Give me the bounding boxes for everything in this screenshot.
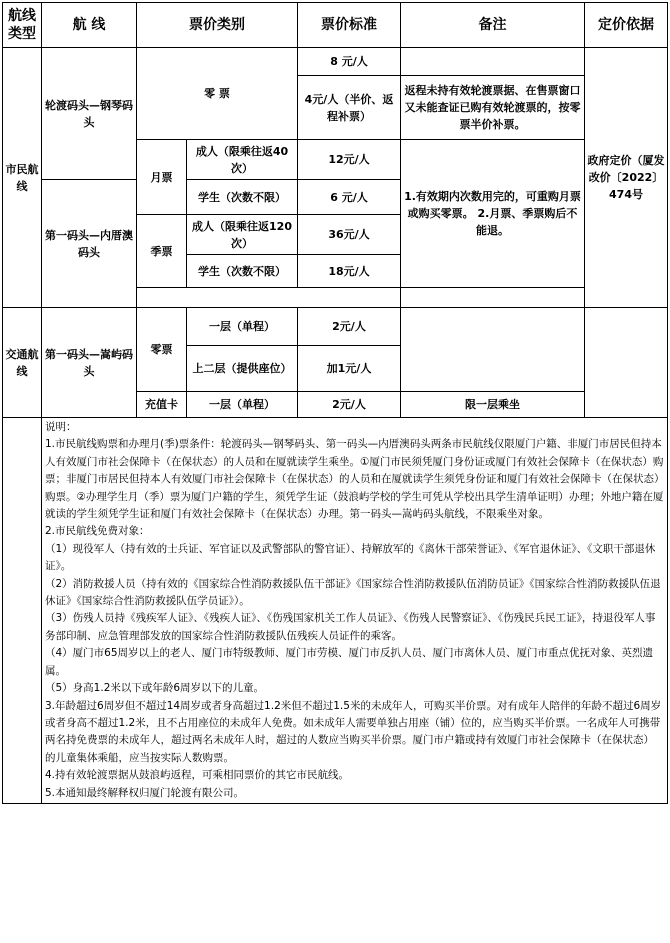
city-quarterly-adult: 成人（限乘往返120次） — [187, 215, 298, 255]
traffic-floor1-fare: 2元/人 — [298, 308, 401, 346]
header-pricing-basis: 定价依据 — [585, 3, 668, 48]
city-pricing: 政府定价（厦发改价〔2022〕474号 — [585, 48, 668, 308]
traffic-route: 第一码头—嵩屿码头 — [42, 308, 137, 418]
traffic-single-label: 零票 — [137, 308, 187, 392]
table-row — [3, 308, 668, 346]
traffic-route-type: 交通航线 — [3, 308, 42, 418]
notes-title: 说明： — [45, 421, 77, 433]
traffic-card-fare: 2元/人 — [298, 392, 401, 418]
note-3: 3.年龄超过6周岁但不超过14周岁或者身高超过1.2米但不超过1.5米的未成年人，可购买半价票。对有成年人陪伴的年龄不超过6周岁或者身高不超过1.2米，且不占用座位的未成年人免费。如未成年人需要单独占用座（铺）位的，应当购买半价票。一名成年人可携带两名持免费票的未成年人，超过两名未成年人时，超过的人数应当购买半价票。厦门市户籍或持有效厦门市社会保障卡（在保状态）的儿童集体乘船，应当按实际人数购票。 — [45, 699, 662, 764]
city-monthly-adult-fare: 12元/人 — [298, 140, 401, 180]
notes-row — [3, 418, 668, 804]
city-single-label: 零 票 — [137, 48, 298, 140]
city-monthly-student-fare: 6 元/人 — [298, 180, 401, 215]
city-quarterly-label: 季票 — [137, 215, 187, 288]
note-2-5: （5）身高1.2米以下或年龄6周岁以下的儿童。 — [45, 682, 265, 695]
city-quarterly-student: 学生（次数不限） — [187, 255, 298, 288]
note-2-3: （3）伤残人员持《残疾军人证》、《残疾人证》、《伤残国家机关工作人员证》、《伤残人民警察证》、《伤残民兵民工证》，持退役军人事务部印制、应急管理部发放的国家综合性消防救援队伍残疾人员证件的乘客。 — [45, 612, 656, 642]
note-2-1: （1）现役军人（持有效的士兵证、军官证以及武警部队的警官证）、持解放军的《离休干部荣誉证》、《军官退休证》、《文职干部退休证》。 — [45, 542, 656, 573]
city-single-fare-2: 4元/人（半价、返程补票） — [298, 76, 401, 140]
city-monthly-adult: 成人（限乘往返40次） — [187, 140, 298, 180]
header-ticket-category: 票价类别 — [137, 3, 298, 48]
empty-cell — [401, 48, 585, 76]
traffic-card-label: 充值卡 — [137, 392, 187, 418]
city-route-b: 第一码头—内厝澳码头 — [42, 180, 137, 308]
city-monthly-label: 月票 — [137, 140, 187, 215]
note-2-2: （2）消防救援人员（持有效的《国家综合性消防救援队伍干部证》《国家综合性消防救援队伍消防员证》《国家综合性消防救援队伍退休证》《国家综合性消防救援队伍学员证》）。 — [45, 577, 661, 608]
header-route: 航 线 — [42, 3, 137, 48]
city-single-note: 返程未持有效轮渡票据、在售票窗口又未能查证已购有效轮渡票的，按零票半价补票。 — [401, 76, 585, 140]
traffic-card-floor: 一层（单程） — [187, 392, 298, 418]
note-1: 1.市民航线购票和办理月(季)票条件：轮渡码头—钢琴码头、第一码头—内厝澳码头两条市民航线仅限厦门户籍、非厦门市居民但持本人有效厦门市社会保障卡（在保状态）的人员和在厦就读学生乘坐。①厦门市民须凭厦门身份证或厦门有效社会保障卡（在保状态）购票；非厦门市居民但持本人有效厦门市社会保障卡（在保状态）的人员和在厦就读学生须凭身份证和厦门有效社会保障卡（在保状态）购票。②办理学生月（季）票为厦门户籍的学生，须凭学生证（鼓浪屿学校的学生可凭从学校出具学生清单证明）办理；外地户籍在厦就读的学生须凭学生证和厦门有效社会保障卡（在保状态）办理。第一码头—嵩屿码头航线，不限乘坐对象。 — [45, 438, 664, 521]
table-row — [3, 48, 668, 76]
traffic-floor1: 一层（单程） — [187, 308, 298, 346]
empty-cell — [3, 418, 42, 804]
header-row — [3, 3, 668, 48]
city-single-fare-1: 8 元/人 — [298, 48, 401, 76]
empty-cell — [137, 288, 401, 308]
header-fare-standard: 票价标准 — [298, 3, 401, 48]
notes-block — [42, 418, 668, 804]
note-2: 2.市民航线免费对象： — [45, 525, 150, 538]
fare-table — [2, 2, 668, 804]
empty-cell — [401, 308, 585, 392]
note-5: 5.本通知最终解释权归厦门轮渡有限公司。 — [45, 786, 245, 799]
note-2-4: （4）厦门市65周岁以上的老人、厦门市特级教师、厦门市劳模、厦门市反扒人员、厦门市离休人员、厦门市重点优抚对象、英烈遗属。 — [45, 647, 654, 677]
empty-cell — [585, 308, 668, 418]
city-pass-note: 1.有效期内次数用完的，可重购月票或购买零票。 2.月票、季票购后不能退。 — [401, 140, 585, 288]
city-route-type: 市民航线 — [3, 48, 42, 308]
header-remarks: 备注 — [401, 3, 585, 48]
city-quarterly-student-fare: 18元/人 — [298, 255, 401, 288]
header-route-type: 航线类型 — [3, 3, 42, 48]
traffic-floor2: 上二层（提供座位） — [187, 346, 298, 392]
traffic-floor2-fare: 加1元/人 — [298, 346, 401, 392]
city-route-a: 轮渡码头—钢琴码头 — [42, 48, 137, 180]
city-quarterly-adult-fare: 36元/人 — [298, 215, 401, 255]
empty-cell — [401, 288, 585, 308]
traffic-card-note: 限一层乘坐 — [401, 392, 585, 418]
note-4: 4.持有效轮渡票据从鼓浪屿返程，可乘相同票价的其它市民航线。 — [45, 769, 350, 782]
city-monthly-student: 学生（次数不限） — [187, 180, 298, 215]
